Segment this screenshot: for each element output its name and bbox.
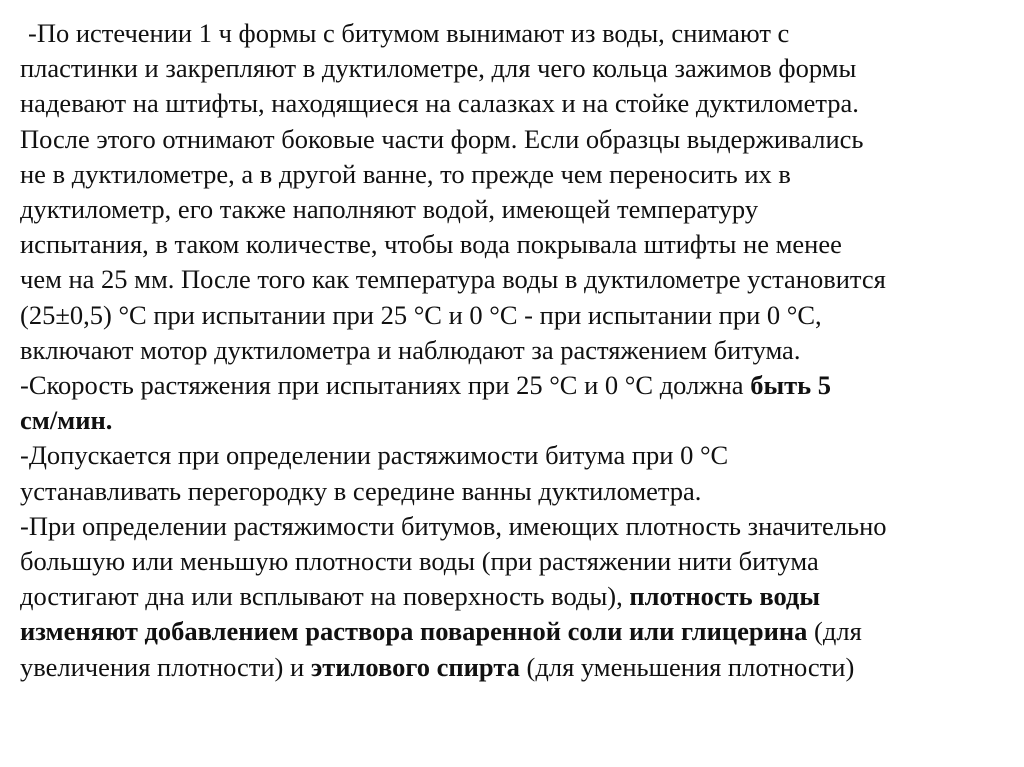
- text-run: чем на 25 мм. После того как температура воды в дуктилометре установится: [20, 264, 886, 295]
- text-line: [20, 438, 1010, 473]
- slide-text-body: [20, 16, 1010, 685]
- text-run: (для уменьшения плотности): [519, 651, 855, 682]
- text-run: (25±0,5) °С при испытании при 25 °С и 0 °С - при испытании при 0 °С,: [20, 299, 822, 330]
- text-line: [20, 16, 1010, 51]
- text-run-bold: см/мин.: [20, 405, 113, 436]
- text-line: [20, 122, 1010, 157]
- paragraph-stretch-speed: [20, 368, 1010, 438]
- text-line: [20, 192, 1010, 227]
- text-line: [20, 474, 1010, 509]
- text-run-bold: изменяют добавлением раствора поваренной соли или глицерина: [20, 616, 808, 647]
- text-run: -Допускается при определении растяжимости битума при 0 °С: [20, 440, 729, 471]
- text-run: большую или меньшую плотности воды (при растяжении нити битума: [20, 546, 819, 577]
- paragraph-aging-and-mounting: [20, 16, 1010, 368]
- text-line: [20, 579, 1010, 614]
- text-line: [20, 86, 1010, 121]
- text-run: (для: [807, 616, 862, 647]
- text-run: -По истечении 1 ч формы с битумом вынимают из воды, снимают с: [28, 18, 790, 48]
- text-run-bold: плотность воды: [629, 581, 821, 612]
- text-line: [20, 650, 1010, 685]
- text-run: пластинки и закрепляют в дуктилометре, для чего кольца зажимов формы: [20, 53, 857, 84]
- text-line: [20, 403, 1010, 438]
- text-run: испытания, в таком количестве, чтобы вода покрывала штифты не менее: [20, 229, 842, 260]
- text-run-bold: быть 5: [750, 370, 832, 401]
- text-run: включают мотор дуктилометра и наблюдают за растяжением битума.: [20, 334, 801, 365]
- text-run: После этого отнимают боковые части форм. Если образцы выдерживались: [20, 123, 864, 154]
- paragraph-partition: [20, 438, 1010, 508]
- text-line: [20, 368, 1010, 403]
- text-run: -При определении растяжимости битумов, имеющих плотность значительно: [20, 510, 887, 541]
- text-line: [20, 544, 1010, 579]
- text-run-bold: этилового спирта: [310, 651, 520, 682]
- paragraph-density-adjustment: [20, 509, 1010, 685]
- text-run: достигают дна или всплывают на поверхность воды),: [20, 581, 630, 612]
- text-line: [20, 298, 1010, 333]
- text-line: [20, 262, 1010, 297]
- text-line: [20, 333, 1010, 368]
- text-run: надевают на штифты, находящиеся на салазках и на стойке дуктилометра.: [20, 88, 859, 119]
- text-line: [20, 509, 1010, 544]
- text-run: не в дуктилометре, а в другой ванне, то прежде чем переносить их в: [20, 158, 791, 189]
- text-line: [20, 51, 1010, 86]
- text-run: -Скорость растяжения при испытаниях при 25 °С и 0 °С должна: [20, 370, 751, 401]
- text-run: устанавливать перегородку в середине ванны дуктилометра.: [20, 475, 702, 506]
- text-run: увеличения плотности) и: [20, 651, 311, 682]
- text-line: [20, 227, 1010, 262]
- text-line: [20, 614, 1010, 649]
- text-line: [20, 157, 1010, 192]
- text-run: дуктилометр, его также наполняют водой, имеющей температуру: [20, 194, 759, 225]
